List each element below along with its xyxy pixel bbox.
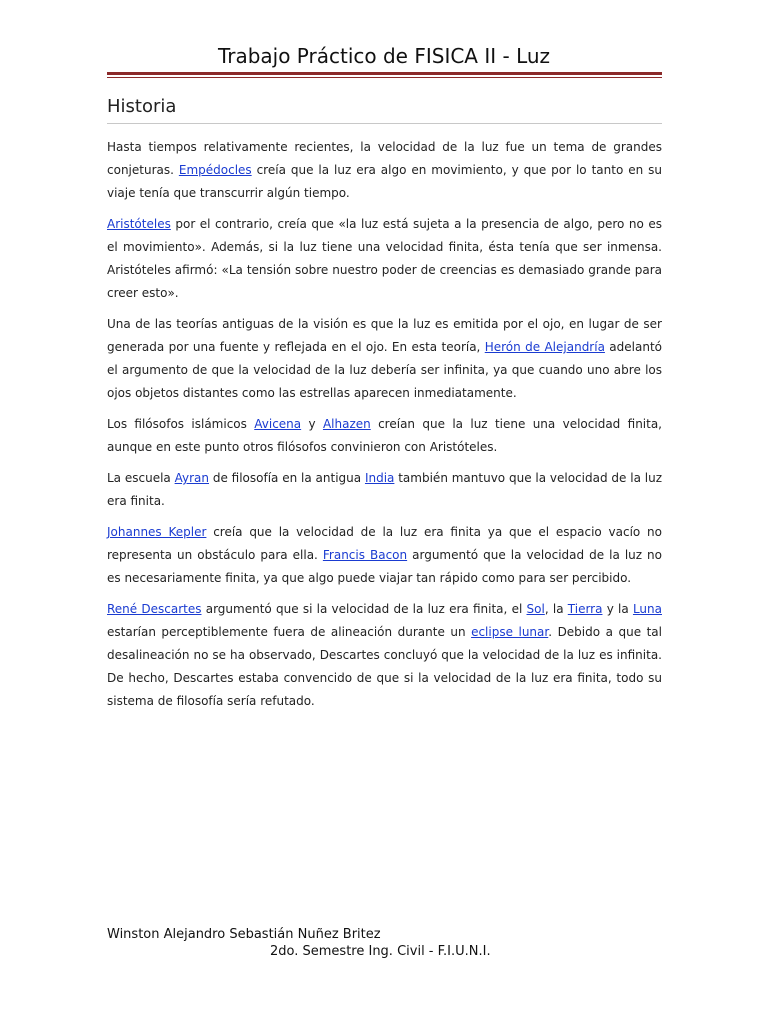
paragraph-7 [107,598,662,713]
text: Hasta tiempos relativamente recientes, la velocidad de la luz fue un tema de grandes conjeturas. [107,140,662,177]
paragraph-1 [107,136,662,205]
text: y [301,417,323,431]
text: argumentó que la velocidad de la luz no es necesariamente finita, ya que algo puede viajar tan rápido como para ser percibido. [107,548,663,585]
text: . Debido a que tal desalineación no se ha observado, Descartes concluyó que la velocidad de la luz es infinita. De hecho, Descartes estaba convencido de que si la velocidad de la luz era finita, todo su sistema de filosofía sería refutado. [107,625,662,708]
text: y la [602,602,633,616]
text: también mantuvo que la velocidad de la luz era finita. [107,471,662,508]
link-alhazen[interactable]: Alhazen [322,417,371,431]
text: creían que la luz tiene una velocidad finita, aunque en este punto otros filósofos convinieron con Aristóteles. [107,417,662,454]
link-tierra[interactable]: Tierra [567,602,603,616]
link-aristoteles[interactable]: Aristóteles [107,217,171,231]
header-rule-thin [107,77,662,78]
link-eclipse-lunar[interactable]: eclipse lunar [471,625,549,639]
link-luna[interactable]: Luna [632,602,662,616]
link-descartes[interactable]: René Descartes [107,602,202,616]
section-divider [107,123,662,124]
text: creía que la velocidad de la luz era finita ya que el espacio vacío no representa un obstáculo para ella. [107,525,663,562]
text: de filosofía en la antigua [209,471,365,485]
link-ayran[interactable]: Ayran [174,471,209,485]
text: La escuela [107,471,175,485]
text: argumentó que si la velocidad de la luz era finita, el [201,602,527,616]
text: estarían perceptiblemente fuera de alineación durante un [107,625,472,639]
text: Los filósofos islámicos [107,417,255,431]
text: por el contrario, creía que «la luz está sujeta a la presencia de algo, pero no es el movimiento». Además, si la luz tiene una velocidad finita, ésta tenía que ser inmensa. Aristóteles afirmó: «La tensión sobre nuestro poder de creencias es demasiado grande para creer esto». [107,217,662,300]
link-bacon[interactable]: Francis Bacon [322,548,408,562]
header-rule [107,72,662,75]
link-empedocles[interactable]: Empédocles [178,163,252,177]
text: adelantó el argumento de que la velocidad de la luz debería ser infinita, ya que cuando uno abre los ojos objetos distantes como las estrellas aparecen inmediatamente. [107,340,662,400]
section-heading: Historia [107,96,177,117]
link-sol[interactable]: Sol [526,602,545,616]
page-title: Trabajo Práctico de FISICA II - Luz [217,44,551,68]
document-body [107,136,662,721]
footer-course: 2do. Semestre Ing. Civil - F.I.U.N.I. [270,944,491,959]
paragraph-6 [107,521,662,590]
link-avicena[interactable]: Avicena [254,417,302,431]
paragraph-5 [107,467,662,513]
text: creía que la luz era algo en movimiento, y que por lo tanto en su viaje tenía que transcurrir algún tiempo. [107,163,662,200]
text: , la [544,602,568,616]
link-india[interactable]: India [364,471,395,485]
paragraph-4 [107,413,662,459]
link-heron[interactable]: Herón de Alejandría [484,340,605,354]
paragraph-3 [107,313,662,405]
footer-author: Winston Alejandro Sebastián Nuñez Britez [107,927,381,942]
text: Una de las teorías antiguas de la visión es que la luz es emitida por el ojo, en lugar de ser generada por una fuente y reflejada en el ojo. En esta teoría, [107,317,662,354]
link-kepler[interactable]: Johannes Kepler [107,525,207,539]
paragraph-2 [107,213,662,305]
